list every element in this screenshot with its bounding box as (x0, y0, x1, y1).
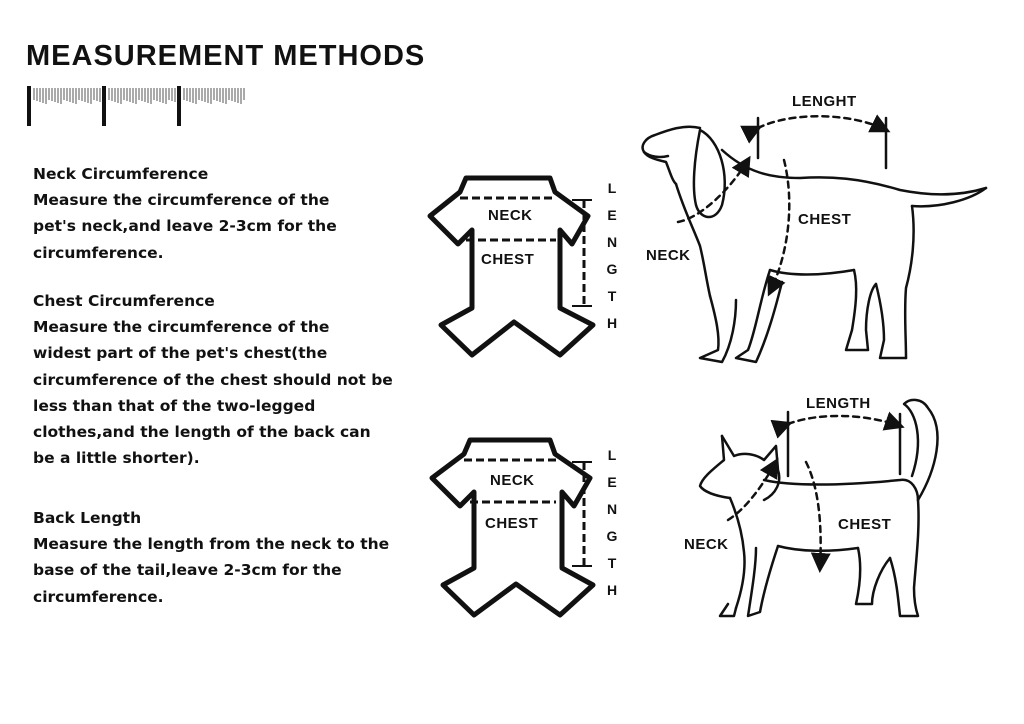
garment-bottom-length-letter: L (607, 447, 617, 463)
garment-bottom-length-letter: H (606, 582, 618, 598)
dog-neck-label: NECK (646, 247, 691, 264)
garment-top-length-letter: G (606, 261, 618, 277)
cat-illustration (684, 395, 937, 616)
neck-text-line: circumference. (33, 243, 164, 262)
cat-neck-label: NECK (684, 536, 729, 553)
back-length-heading: Back Length (33, 509, 142, 527)
dog-length-label: LENGHT (792, 93, 857, 110)
garment-bottom-length-letter: T (607, 555, 617, 571)
garment-bottom-length-letter: G (606, 528, 618, 544)
chest-text-line: widest part of the pet's chest(the (33, 344, 328, 363)
garment-diagram-bottom (432, 440, 618, 615)
garment-top-length-letter: N (606, 234, 618, 250)
garment-bottom-chest-label: CHEST (485, 515, 539, 532)
back-length-text-line: Measure the length from the neck to the (33, 535, 390, 553)
page-title: MEASUREMENT METHODS (26, 40, 426, 72)
garment-bottom-length-letter: N (606, 501, 618, 517)
dog-chest-label: CHEST (798, 211, 852, 228)
chest-circumference-heading: Chest Circumference (33, 292, 215, 310)
garment-top-chest-label: CHEST (481, 251, 535, 268)
chest-text-line: be a little shorter). (33, 449, 200, 468)
garment-bottom-neck-label: NECK (490, 472, 535, 489)
back-length-text-line: base of the tail,leave 2-3cm for the (33, 561, 342, 580)
chest-text-line: Measure the circumference of the (33, 318, 330, 336)
garment-top-length-letter: H (606, 315, 618, 331)
neck-text-line: Measure the circumference of the (33, 191, 330, 209)
chest-text-line: less than that of the two-legged (33, 396, 316, 415)
garment-diagram-top (430, 178, 618, 355)
chest-text-line: clothes,and the length of the back can (33, 423, 371, 442)
back-length-text-line: circumference. (33, 587, 164, 606)
chest-text-line: circumference of the chest should not be (33, 370, 393, 389)
cat-length-label: LENGTH (806, 395, 871, 412)
dog-illustration (643, 93, 986, 362)
garment-top-length-letter: E (607, 207, 617, 223)
garment-bottom-length-letter: E (607, 474, 617, 490)
garment-top-length-letter: T (607, 288, 617, 304)
cat-chest-label: CHEST (838, 516, 892, 533)
garment-top-length-letter: L (607, 180, 617, 196)
neck-circumference-heading: Neck Circumference (33, 165, 209, 183)
garment-top-neck-label: NECK (488, 207, 533, 224)
neck-text-line: pet's neck,and leave 2-3cm for the (33, 217, 337, 236)
